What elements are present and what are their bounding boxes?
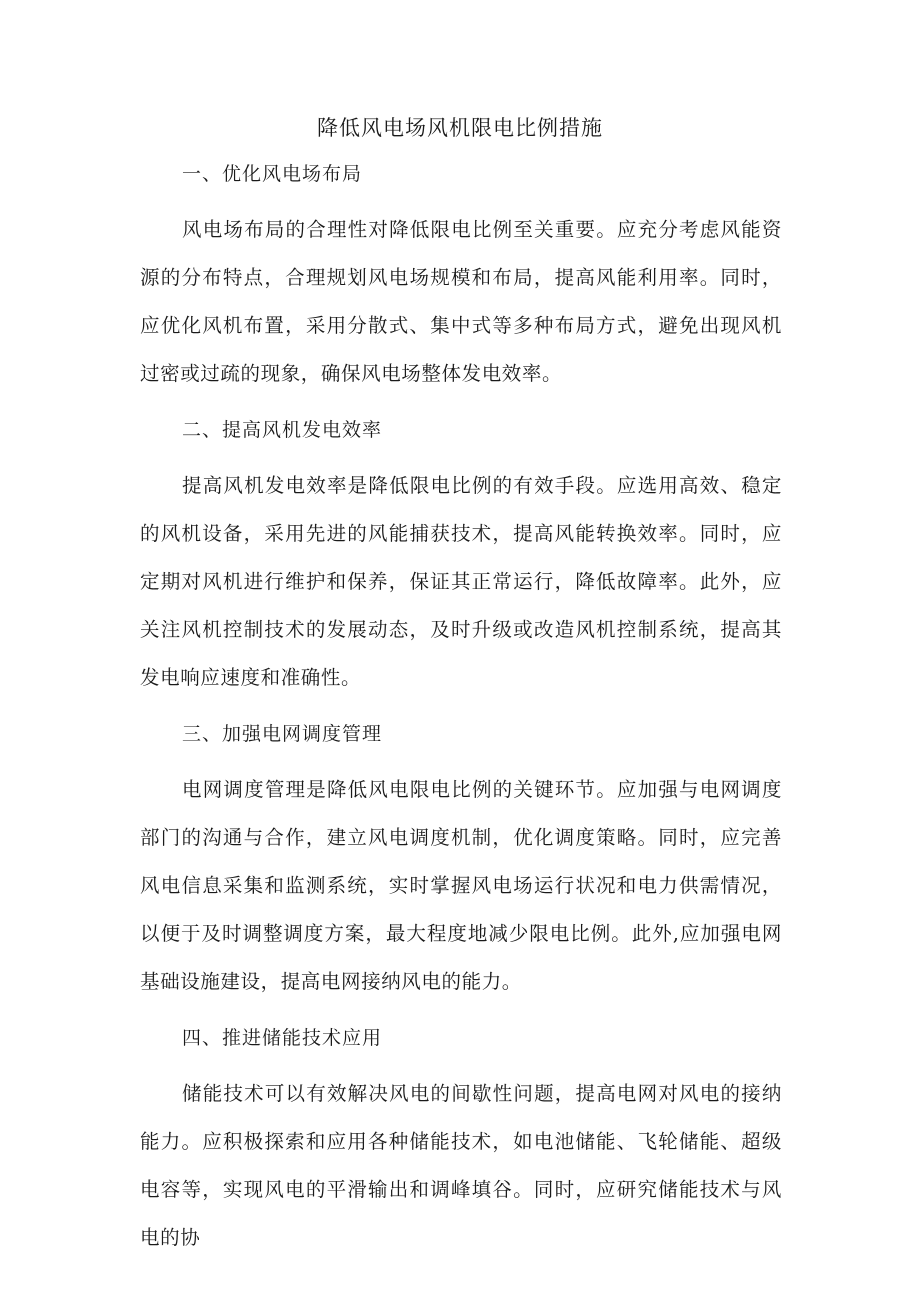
section-heading: 四、推进储能技术应用 (182, 1027, 383, 1049)
section-energy-storage (140, 1022, 782, 1262)
section-paragraph: 风电场布局的合理性对降低限电比例至关重要。应充分考虑风能资源的分布特点，合理规划风电场规模和布局，提高风能利用率。同时，应优化风机布置，采用分散式、集中式等多种布局方式，避免出现风机过密或过疏的现象，确保风电场整体发电效率。 (140, 218, 782, 385)
section-heading: 一、优化风电场布局 (182, 163, 363, 185)
document-body (140, 158, 782, 1262)
document-title: 降低风电场风机限电比例措施 (317, 116, 603, 140)
section-paragraph: 提高风机发电效率是降低限电比例的有效手段。应选用高效、稳定的风机设备，采用先进的风能捕获技术，提高风能转换效率。同时，应定期对风机进行维护和保养，保证其正常运行，降低故障率。此外，应关注风机控制技术的发展动态，及时升级或改造风机控制系统，提高其发电响应速度和准确性。 (140, 474, 782, 689)
section-optimize-layout (140, 158, 782, 398)
section-grid-dispatch (140, 718, 782, 1006)
section-improve-efficiency (140, 414, 782, 702)
section-heading: 二、提高风机发电效率 (182, 419, 383, 441)
section-paragraph: 储能技术可以有效解决风电的间歇性问题，提高电网对风电的接纳能力。应积极探索和应用各种储能技术，如电池储能、飞轮储能、超级电容等，实现风电的平滑输出和调峰填谷。同时，应研究储能技术与风电的协 (140, 1082, 782, 1249)
section-heading: 三、加强电网调度管理 (182, 723, 383, 745)
section-paragraph: 电网调度管理是降低风电限电比例的关键环节。应加强与电网调度部门的沟通与合作，建立风电调度机制，优化调度策略。同时，应完善风电信息采集和监测系统，实时掌握风电场运行状况和电力供需情况，以便于及时调整调度方案，最大程度地减少限电比例。此外,应加强电网基础设施建设，提高电网接纳风电的能力。 (140, 778, 782, 993)
